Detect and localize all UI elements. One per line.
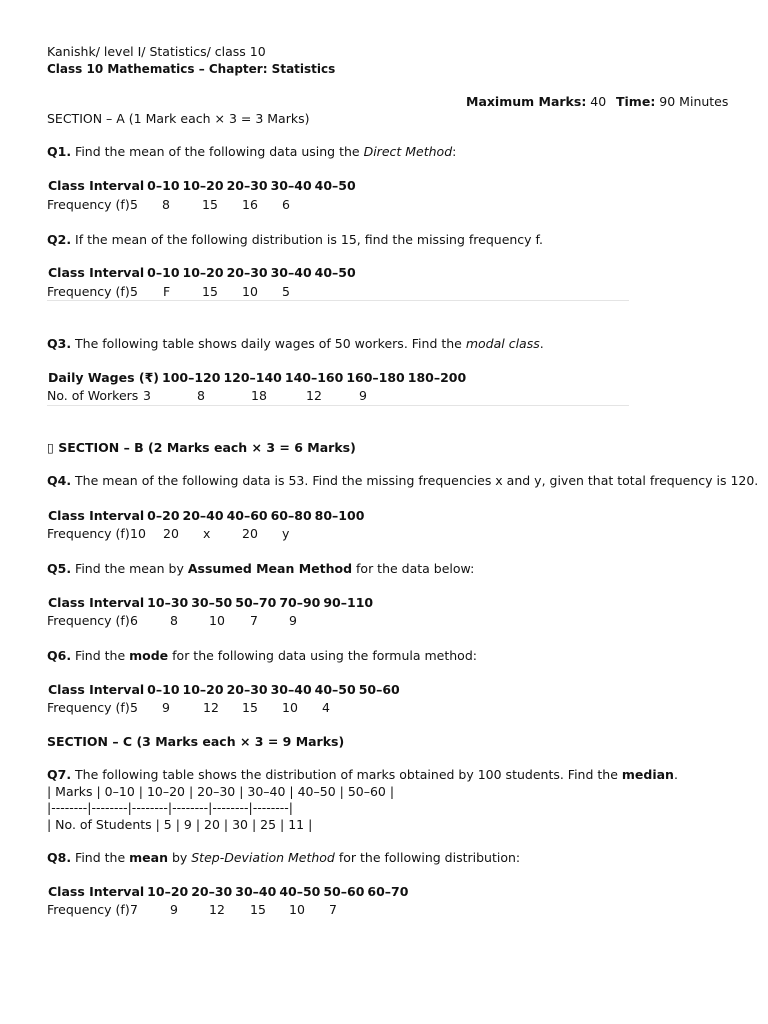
q8-strong: mean	[129, 850, 168, 865]
q4-table-header-row	[48, 508, 367, 527]
table-cell: 18	[251, 388, 267, 403]
table-header-cell: 20–40	[182, 508, 224, 523]
q5-strong: Assumed Mean Method	[187, 561, 353, 576]
q1-table	[48, 178, 359, 197]
table-header-cell: 10–20	[147, 884, 189, 899]
missing-glyph-icon: ▯	[47, 440, 54, 455]
q4-table	[48, 508, 367, 527]
table-cell: Frequency (f)	[47, 902, 130, 917]
table-cell: 16	[242, 197, 258, 212]
table-cell: Frequency (f)	[47, 526, 130, 541]
q3-table	[48, 370, 469, 389]
q6-table	[48, 682, 403, 701]
section-b-title	[47, 440, 356, 457]
q2-number: Q2.	[47, 232, 72, 247]
doc-header-line1: Kanishk/ level I/ Statistics/ class 10	[47, 44, 266, 59]
table-cell: 9	[170, 902, 178, 917]
q1-table-header-row	[48, 178, 359, 197]
q5-end: for the data below:	[352, 561, 475, 576]
q8-number: Q8.	[47, 850, 72, 865]
table-header-cell: 50–70	[235, 595, 277, 610]
q1-end: :	[452, 144, 457, 159]
table-cell: 8	[162, 197, 170, 212]
table-header-cell: 20–30	[226, 265, 268, 280]
divider	[47, 300, 629, 301]
table-header-cell: Class Interval	[48, 682, 145, 697]
table-header-cell: 90–110	[323, 595, 374, 610]
table-header-cell: 20–30	[191, 884, 233, 899]
table-cell: 15	[242, 700, 258, 715]
q2-table-header-row	[48, 265, 359, 284]
table-cell: 9	[289, 613, 297, 628]
table-header-cell: 140–160	[284, 370, 344, 385]
table-header-cell: 20–30	[226, 178, 268, 193]
max-marks-value: 40	[586, 94, 607, 109]
q5-number: Q5.	[47, 561, 72, 576]
table-header-cell: 30–40	[270, 265, 312, 280]
table-cell: x	[203, 526, 211, 541]
q5-text: Find the mean by	[71, 561, 188, 576]
section-a-title: SECTION – A (1 Mark each × 3 = 3 Marks)	[47, 111, 310, 126]
table-header-cell: 10–20	[182, 265, 224, 280]
table-cell: 8	[197, 388, 205, 403]
table-cell: Frequency (f)	[47, 284, 130, 299]
table-header-cell: 60–80	[270, 508, 312, 523]
table-header-cell: Class Interval	[48, 884, 145, 899]
q1-text: Find the mean of the following data using the	[71, 144, 364, 159]
time-value: 90 Minutes	[655, 94, 729, 109]
table-header-cell: Class Interval	[48, 508, 145, 523]
table-header-cell: Daily Wages (₹)	[48, 370, 159, 385]
table-cell: F	[163, 284, 171, 299]
table-header-cell: Class Interval	[48, 265, 145, 280]
q3-table-header-row	[48, 370, 469, 389]
q6-end: for the following data using the formula method:	[168, 648, 477, 663]
table-cell: 6	[282, 197, 290, 212]
table-cell: 10	[282, 700, 298, 715]
q4-number: Q4.	[47, 473, 72, 488]
table-header-cell: 180–200	[407, 370, 467, 385]
table-cell: 10	[209, 613, 225, 628]
question-6	[47, 648, 477, 665]
section-b-text: SECTION – B (2 Marks each × 3 = 6 Marks)	[53, 440, 356, 455]
q7-strong: median	[621, 767, 674, 782]
q8-text: Find the	[71, 850, 130, 865]
question-7	[47, 767, 678, 784]
question-3	[47, 336, 544, 353]
q6-number: Q6.	[47, 648, 72, 663]
table-header-cell: 10–20	[182, 178, 224, 193]
q8-table-header-row	[48, 884, 411, 903]
q6-table-header-row	[48, 682, 403, 701]
divider	[47, 405, 629, 406]
question-1	[47, 144, 456, 161]
q7-raw-line-2: |--------|--------|--------|--------|--------|--------|	[47, 800, 293, 815]
table-cell: 12	[209, 902, 225, 917]
q2-table	[48, 265, 359, 284]
table-header-cell: 70–90	[279, 595, 321, 610]
table-cell: 7	[329, 902, 337, 917]
q8-mid: by	[167, 850, 192, 865]
q8-table	[48, 884, 411, 903]
table-cell: 6	[130, 613, 138, 628]
table-header-cell: 30–40	[235, 884, 277, 899]
table-cell: 5	[130, 284, 138, 299]
table-header-cell: 40–50	[279, 884, 321, 899]
doc-header-line2: Class 10 Mathematics – Chapter: Statistics	[47, 62, 336, 76]
table-cell: 10	[289, 902, 305, 917]
table-cell: 8	[170, 613, 178, 628]
q5-table	[48, 595, 376, 614]
table-cell: 5	[130, 197, 138, 212]
table-cell: Frequency (f)	[47, 700, 130, 715]
table-cell: 10	[130, 526, 146, 541]
question-5	[47, 561, 474, 578]
q6-text: Find the	[71, 648, 130, 663]
table-cell: 15	[250, 902, 266, 917]
section-c-title: SECTION – C (3 Marks each × 3 = 9 Marks)	[47, 734, 345, 749]
table-cell: 12	[203, 700, 219, 715]
table-header-cell: 40–50	[314, 682, 356, 697]
q2-text: If the mean of the following distribution is 15, find the missing frequency f.	[71, 232, 544, 247]
q3-end: .	[539, 336, 544, 351]
table-cell: 12	[306, 388, 322, 403]
table-cell: 9	[359, 388, 367, 403]
table-cell: 9	[162, 700, 170, 715]
q7-raw-line-1: | Marks | 0–10 | 10–20 | 20–30 | 30–40 | 40–50 | 50–60 |	[47, 784, 395, 799]
table-header-cell: 20–30	[226, 682, 268, 697]
table-header-cell: Class Interval	[48, 595, 145, 610]
q1-number: Q1.	[47, 144, 72, 159]
q8-end: for the following distribution:	[334, 850, 521, 865]
table-header-cell: 40–50	[314, 178, 356, 193]
table-cell: 15	[202, 284, 218, 299]
max-marks	[466, 94, 606, 111]
table-header-cell: 0–20	[147, 508, 180, 523]
time-allowed	[616, 94, 728, 111]
q7-raw-line-3: | No. of Students | 5 | 9 | 20 | 30 | 25 | 11 |	[47, 817, 313, 832]
table-cell: Frequency (f)	[47, 197, 130, 212]
table-header-cell: 160–180	[346, 370, 405, 385]
table-header-cell: 40–50	[314, 265, 356, 280]
table-header-cell: 40–60	[226, 508, 268, 523]
table-cell: 4	[322, 700, 330, 715]
table-header-cell: 0–10	[147, 265, 180, 280]
table-header-cell: 0–10	[147, 178, 180, 193]
table-header-cell: 0–10	[147, 682, 180, 697]
table-cell: Frequency (f)	[47, 613, 130, 628]
table-header-cell: Class Interval	[48, 178, 145, 193]
q7-text: The following table shows the distribution of marks obtained by 100 students. Find the	[71, 767, 622, 782]
q4-text: The mean of the following data is 53. Find the missing frequencies x and y, given that total frequency is 120.	[71, 473, 759, 488]
q3-text: The following table shows daily wages of 50 workers. Find the	[71, 336, 466, 351]
table-header-cell: 120–140	[223, 370, 282, 385]
q3-em: modal class	[465, 336, 540, 351]
q8-em: Step-Deviation Method	[191, 850, 335, 865]
table-header-cell: 60–70	[367, 884, 409, 899]
question-2	[47, 232, 543, 249]
table-cell: 5	[130, 700, 138, 715]
table-header-cell: 30–50	[191, 595, 233, 610]
table-cell: 3	[143, 388, 151, 403]
table-cell: 10	[242, 284, 258, 299]
table-header-cell: 10–20	[182, 682, 224, 697]
table-header-cell: 80–100	[314, 508, 365, 523]
q7-end: .	[673, 767, 678, 782]
table-cell: 20	[242, 526, 258, 541]
table-header-cell: 50–60	[358, 682, 400, 697]
table-cell: 5	[282, 284, 290, 299]
q3-number: Q3.	[47, 336, 72, 351]
table-header-cell: 30–40	[270, 178, 312, 193]
q1-em: Direct Method	[363, 144, 453, 159]
table-cell: 7	[130, 902, 138, 917]
question-4	[47, 473, 758, 490]
table-header-cell: 50–60	[323, 884, 365, 899]
table-header-cell: 100–120	[162, 370, 221, 385]
table-cell: 15	[202, 197, 218, 212]
question-8	[47, 850, 520, 867]
q6-strong: mode	[129, 648, 169, 663]
table-header-cell: 30–40	[270, 682, 312, 697]
q7-number: Q7.	[47, 767, 72, 782]
table-cell: y	[282, 526, 290, 541]
max-marks-label: Maximum Marks:	[466, 94, 587, 109]
table-cell: No. of Workers	[47, 388, 139, 403]
q5-table-header-row	[48, 595, 376, 614]
table-header-cell: 10–30	[147, 595, 189, 610]
table-cell: 20	[163, 526, 179, 541]
time-label: Time:	[616, 94, 656, 109]
table-cell: 7	[250, 613, 258, 628]
